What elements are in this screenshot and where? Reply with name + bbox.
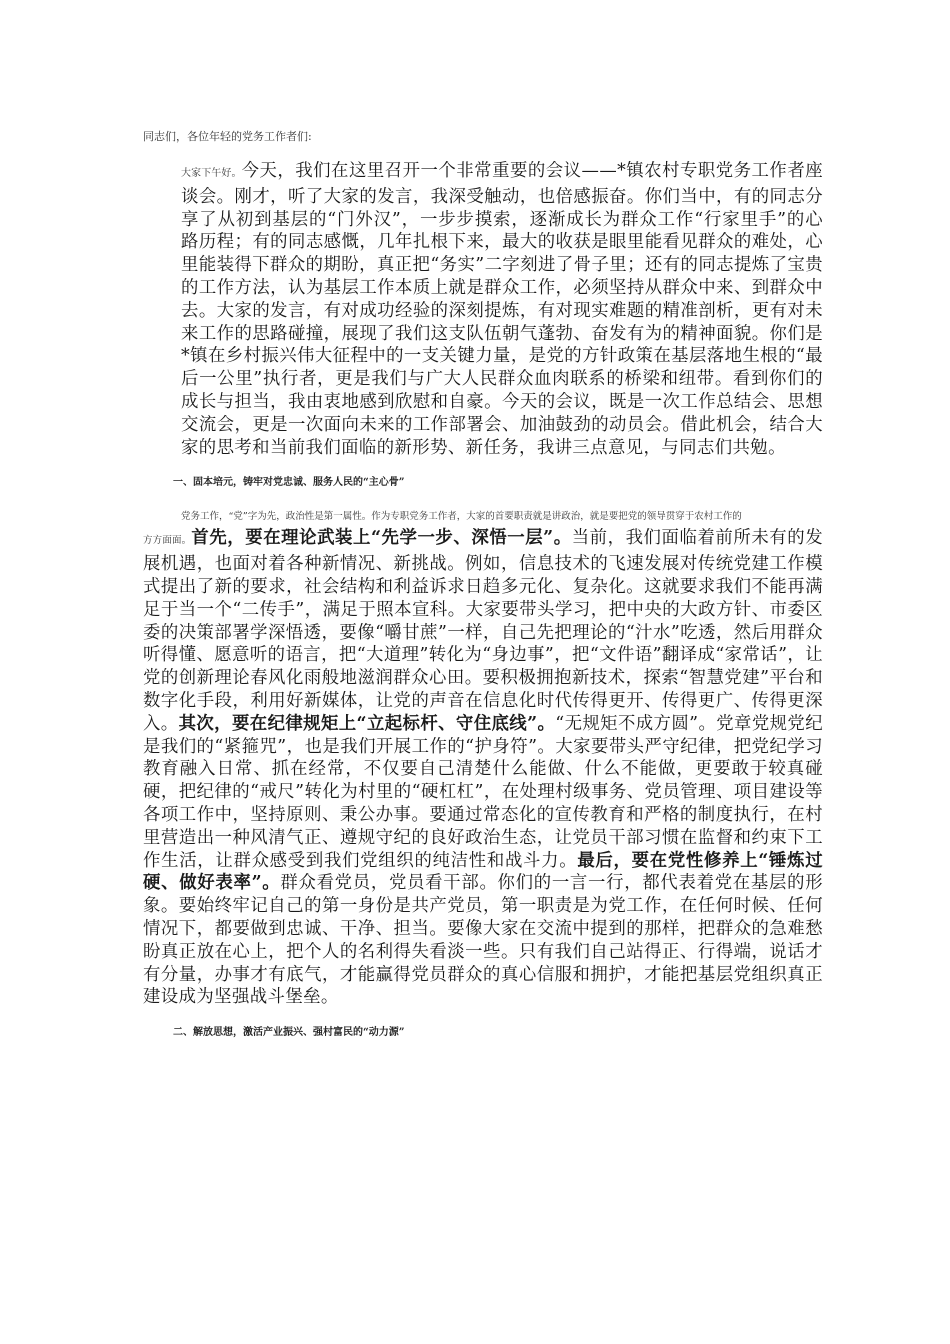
section1-lead: 党务工作，“党”字为先，政治性是第一属性。作为专职党务工作者，大家的首要职责就是讲政治，就是要把党的领导贯穿于农村工作的 xyxy=(181,511,742,523)
point3-title: 最后，要在党性修养上“锤炼过硬、做好表率”。 xyxy=(143,850,823,894)
intro-lead: 大家下午好。 xyxy=(181,168,242,179)
intro-text: 今天，我们在这里召开一个非常重要的会议——*镇农村专职党务工作者座谈会。刚才，听了大家的发言，我深受触动，也倍感振奋。你们当中，有的同志分享了从初到基层的“门外汉”，一步步摸索，逐渐成长为群众工作“行家里手”的心路历程；有的同志感慨，几年扎根下来，最大的收获是眼里能看见群众的难处，心里能装得下群众的期盼，真正把“务实”二字刻进了骨子里；还有的同志提炼了宝贵的工作方法，认为基层工作本质上就是群众工作，必须坚持从群众中来、到群众中去。大家的发言，有对成功经验的深刻提炼，有对现实难题的精准剖析，更有对未来工作的思路碰撞，展现了我们这支队伍朝气蓬勃、奋发有为的精神面貌。你们是*镇在乡村振兴伟大征程中的一支关键力量，是党的方针政策在基层落地生根的“最后一公里”执行者，更是我们与广大人民群众血肉联系的桥梁和纽带。看到你们的成长与担当，我由衷地感到欣慰和自豪。今天的会议，既是一次工作总结会、思想交流会，更是一次面向未来的工作部署会、加油鼓劲的动员会。借此机会，结合大家的思考和当前我们面临的新形势、新任务，我讲三点意见，与同志们共勉。 xyxy=(181,161,824,458)
point3-text: 群众看党员，党员看干部。你们的一言一行，都代表着党在基层的形象。要始终牢记自己的第一身份是共产党员，第一职责是为党工作，在任何时候、任何情况下，都要做到忠诚、干净、担当。要像大家在交流中提到的那样，把群众的急难愁盼真正放在心上，把个人的名利得失看淡一些。只有我们自己站得正、行得端，说话才有分量，办事才有底气，才能赢得党员群众的真心信服和拥护，才能把基层党组织真正建设成为坚强战斗堡垒。 xyxy=(143,873,823,1008)
section1-heading: 一、固本培元，铸牢对党忠诚、服务人民的“主心骨” xyxy=(173,477,405,489)
section2-heading: 二、解放思想，激活产业振兴、强村富民的“动力源” xyxy=(173,1027,405,1039)
section1-lead-tail: 方方面面。 xyxy=(143,535,192,547)
document-page xyxy=(143,128,823,1057)
point2-title: 其次，要在纪律规矩上“立起标杆、守住底线”。 xyxy=(178,713,556,734)
section1-paragraph xyxy=(143,527,823,1009)
point1-text: 当前，我们面临着前所未有的发展机遇，也面对着各种新情况、新挑战。例如，信息技术的飞速发展对传统党建工作模式提出了新的要求，社会结构和利益诉求日趋多元化、复杂化。这就要求我们不能再满足于当一个“二传手”，满足于照本宣科。大家要带头学习，把中央的大政方针、市委区委的决策部署学深悟透，要像“嚼甘蔗”一样，自己先把理论的“汁水”吃透，然后用群众听得懂、愿意听的语言，把“大道理”转化为“身边事”，把“文件语”翻译成“家常话”，让党的创新理论春风化雨般地滋润群众心田。要积极拥抱新技术，探索“智慧党建”平台和数字化手段，利用好新媒体，让党的声音在信息化时代传得更开、传得更广、传得更深入。 xyxy=(143,528,823,734)
intro-paragraph xyxy=(143,160,823,459)
salutation: 同志们，各位年轻的党务工作者们: xyxy=(143,130,312,143)
point2-text: “无规矩不成方圆”。党章党规党纪是我们的“紧箍咒”，也是我们开展工作的“护身符”。大家要带头严守纪律，把党纪学习教育融入日常、抓在经常，不仅要自己清楚什么能做、什么不能做，更要敢于较真碰硬，把纪律的“戒尺”转化为村里的“硬杠杠”，在处理村级事务、党员管理、项目建设等各项工作中，坚持原则、秉公办事。要通过常态化的宣传教育和严格的制度执行，在村里营造出一种风清气正、遵规守纪的良好政治生态，让党员干部习惯在监督和约束下工作生活，让群众感受到我们党组织的纯洁性和战斗力。 xyxy=(143,713,823,871)
point1-title: 首先，要在理论武装上“先学一步、深悟一层”。 xyxy=(191,528,572,549)
